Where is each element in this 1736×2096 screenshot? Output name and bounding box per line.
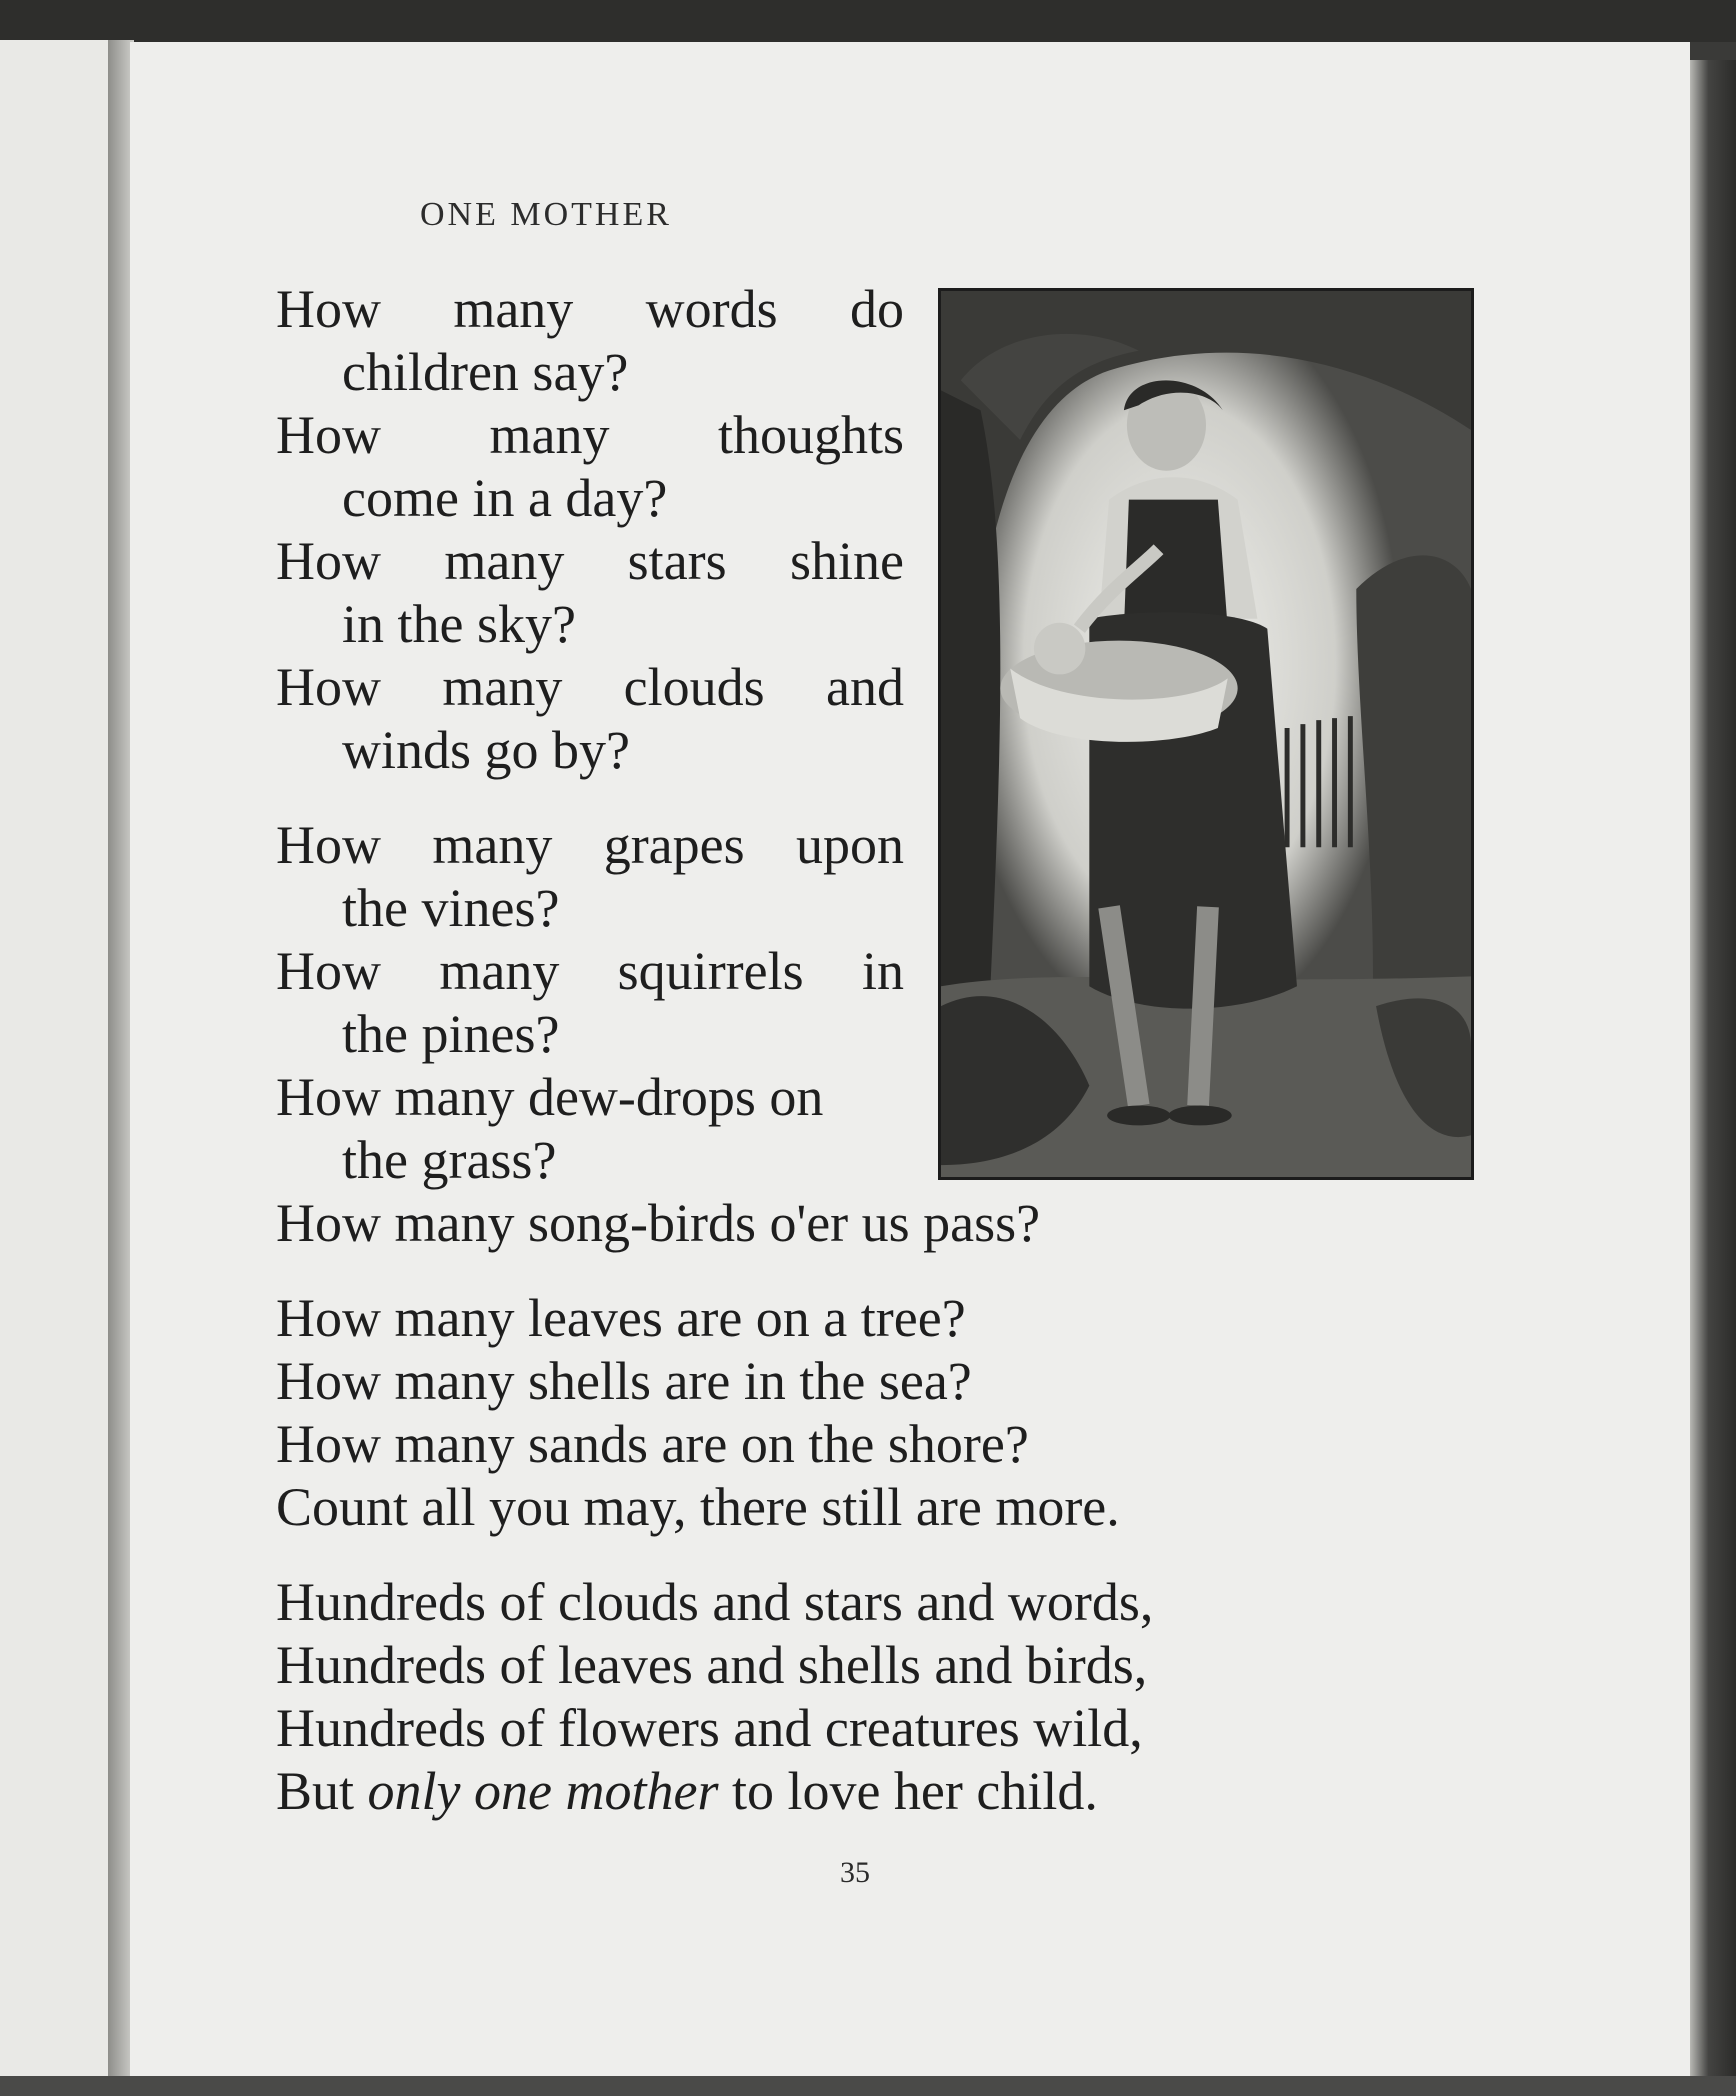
stanza	[276, 1571, 1316, 1823]
poem-line: How many sands are on the shore?	[276, 1414, 1029, 1474]
page-number: 35	[840, 1856, 870, 1889]
facing-page-edge	[0, 40, 112, 2090]
poem-line: How many stars shine	[276, 531, 904, 591]
poem-line: How many song-birds o'er us pass?	[276, 1193, 1041, 1253]
poem-line: the vines?	[342, 878, 560, 938]
poem-line: How many dew-drops on	[276, 1067, 824, 1127]
poem-line: How many shells are in the sea?	[276, 1351, 972, 1411]
poem-line: in the sky?	[342, 594, 576, 654]
scan-top-border	[0, 0, 1736, 42]
stanza-break	[276, 1539, 1316, 1571]
poem-line: children say?	[342, 342, 629, 402]
poem-line: the pines?	[342, 1004, 560, 1064]
poem-line: the grass?	[342, 1130, 557, 1190]
poem-line: Hundreds of clouds and stars and words,	[276, 1572, 1154, 1632]
poem-line: come in a day?	[342, 468, 668, 528]
engraving-image	[941, 291, 1471, 1177]
poem-line: winds go by?	[342, 720, 630, 780]
scan-bottom-border	[0, 2076, 1736, 2096]
poem-line: How many words do	[276, 279, 904, 339]
running-head: ONE MOTHER	[420, 196, 672, 233]
stanza	[276, 1287, 1316, 1539]
page-stack-edge	[1690, 60, 1736, 2096]
poem-line: How many squirrels in	[276, 941, 904, 1001]
poem-line: How many grapes upon	[276, 815, 904, 875]
emphasis-text: only one mother	[367, 1761, 719, 1821]
poem-line: How many thoughts	[276, 405, 904, 465]
poem-line: Hundreds of flowers and creatures wild,	[276, 1698, 1143, 1758]
poem-line: Hundreds of leaves and shells and birds,	[276, 1635, 1148, 1695]
poem-line: But only one mother to love her child.	[276, 1761, 1098, 1821]
mother-and-child-illustration	[938, 288, 1474, 1180]
poem-line: How many leaves are on a tree?	[276, 1288, 966, 1348]
poem-line: Count all you may, there still are more.	[276, 1477, 1120, 1537]
poem-line: How many clouds and	[276, 657, 904, 717]
stanza-break	[276, 1255, 1316, 1287]
